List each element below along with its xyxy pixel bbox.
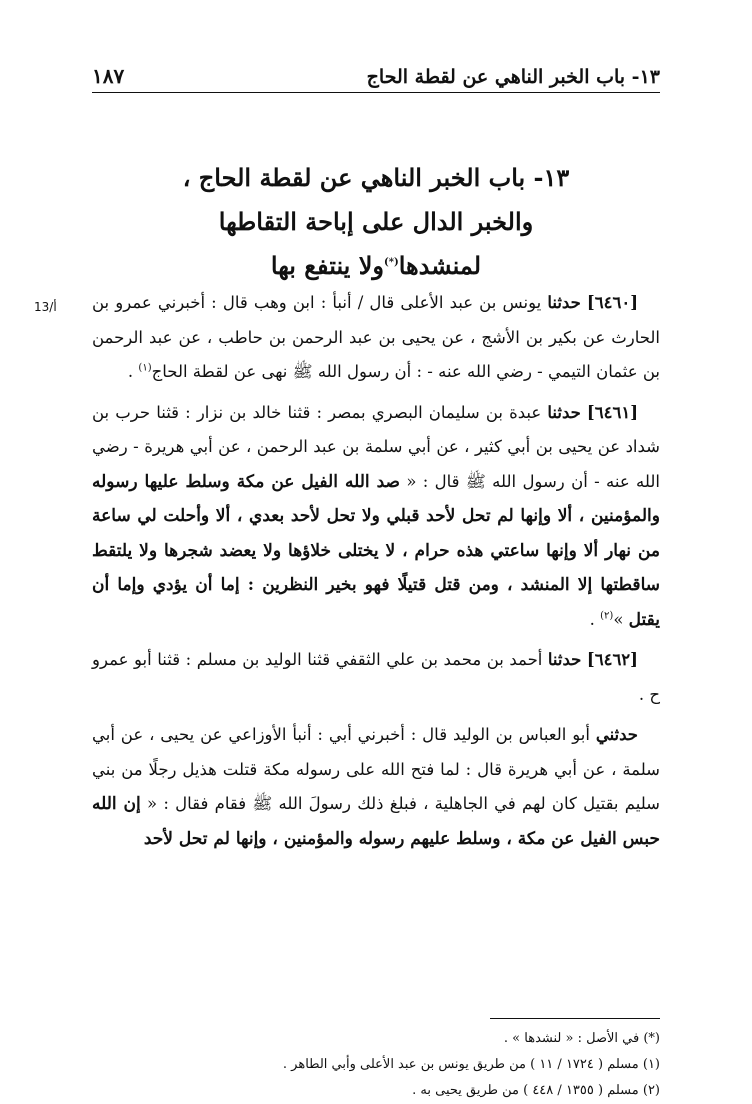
footnote-marker: (١) [138,362,152,374]
running-header [92,58,660,88]
hadith-6460 [92,286,660,390]
footnote-asterisk: (*) في الأصل : « لنشدها » . [503,1031,660,1046]
narration-lead: حدثني [595,725,638,744]
quote-close: » [613,609,629,629]
header-rule [92,92,660,93]
page-number: ١٨٧ [92,64,125,88]
chapter-title-line-3 [92,244,660,288]
chapter-title-line-1: ١٣- باب الخبر الناهي عن لقطة الحاج ، [182,163,570,192]
hadith-number: [٦٤٦٢] [586,650,638,669]
narration-lead: حدثنا [547,650,582,669]
hadith-number: [٦٤٦٠] [586,293,638,312]
footnote-rule [490,1018,660,1019]
footnote-marker: (*) [384,257,399,268]
footnote-1: (١) مسلم ( ١٧٢٤ / ١١ ) من طريق يونس بن عبد الأعلى وأبي الطاهر . [282,1057,660,1072]
chapter-title-word: لمنشدها [398,251,482,280]
hadith-text: أبو العباس بن الوليد قال : أخبرني أبي : أنبأ الأوزاعي عن يحيى ، عن أبي سلمة ، عن أبي هريرة قال : لما فتح الله على رسوله مكة قتلت هذيل رجلًا من بني سليم بقتيل كان لهم في الجاهلية ، فبلغ ذلك رسولَ الله ﷺ فقام فقال : « [92,725,660,813]
hadith-6462-second-chain [92,718,660,856]
hadith-text: عبدة بن سليمان البصري بمصر : قثنا خالد بن نزار : قثنا حرب بن شداد عن يحيى بن أبي كثير ، عن أبي سلمة بن عبد الرحمن ، عن أبي هريرة - رضي الله عنه - أن رسول الله ﷺ قال : « [92,402,660,491]
prophetic-quote: إن الله حبس الفيل عن مكة ، وسلط عليهم رسوله والمؤمنين ، وإنها لم تحل لأحد [92,794,660,849]
footnote-2: (٢) مسلم ( ١٣٥٥ / ٤٤٨ ) من طريق يحيى به . [412,1083,660,1098]
narration-lead: حدثنا [547,293,581,312]
chapter-title-line-2: والخبر الدال على إباحة التقاطها [218,207,534,236]
prophetic-quote: صد الله الفيل عن مكة وسلط عليها رسوله والمؤمنين ، ألا وإنها لم تحل لأحد قبلي ولا تحل لأحد بعدي ، ألا وأحلت لي ساعة من نهار ألا وإنها ساعتي هذه حرام ، لا يختلى خلاؤها ولا يعضد شجرها ولا يلتقط ساقطتها إلا المنشد ، ومن قتل قتيلًا فهو بخير النظرين : إما أن يؤدي وإما أن يقتل [92,471,660,630]
chapter-title-rest: ولا ينتفع بها [270,251,384,280]
footnotes [92,1026,660,1104]
hadith-ending: . [589,609,601,629]
running-title: ١٣- باب الخبر الناهي عن لقطة الحاج [366,66,660,88]
hadith-6462 [92,643,660,712]
hadith-text: أحمد بن محمد بن علي الثقفي قثنا الوليد بن مسلم : قثنا أبو عمرو ح . [92,650,660,704]
hadith-ending: . [127,362,139,381]
hadith-text: يونس بن عبد الأعلى قال / أنبأ : ابن وهب قال : أخبرني عمرو بن الحارث عن بكير بن الأشج ، عن يحيى بن عبد الرحمن بن حاطب ، عن عبد الرحمن بن عثمان التيمي - رضي الله عنه - : أن رسول الله ﷺ نهى عن لقطة الحاج [92,293,660,381]
manuscript-folio-reference: 13/أ [34,300,57,314]
footnote-marker: (٢) [600,610,614,621]
narration-lead: حدثنا [547,402,581,422]
main-text [92,286,660,862]
chapter-title [92,156,660,288]
hadith-number: [٦٤٦١] [586,402,638,422]
hadith-6461 [92,396,660,638]
